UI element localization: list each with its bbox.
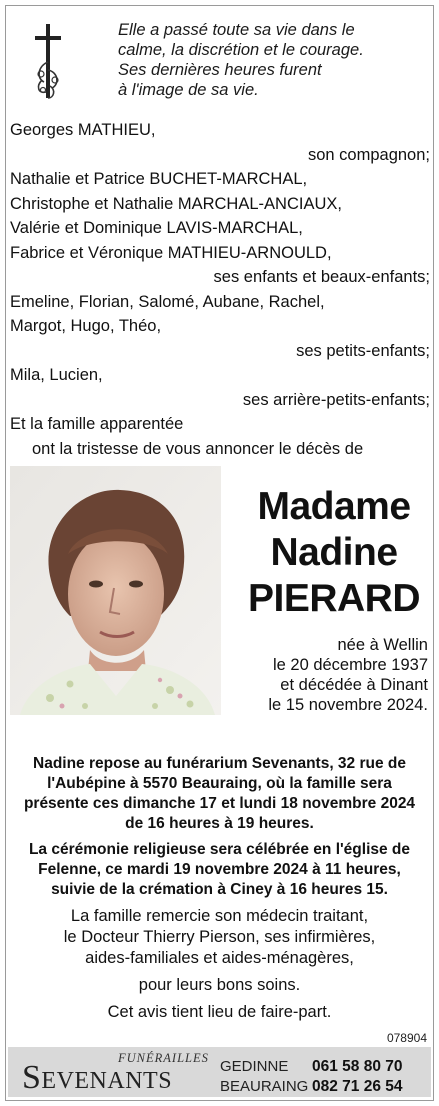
info-line: La cérémonie religieuse sera célébrée en l'église de xyxy=(28,841,411,858)
funeral-home-logo: Sevenants xyxy=(22,1059,173,1096)
phone-gedinne[interactable]: 061 58 80 70 xyxy=(312,1058,403,1075)
notice-line xyxy=(8,1002,431,1023)
visitation-paragraph xyxy=(8,754,431,834)
date-line: le 20 décembre 1937 xyxy=(272,656,428,674)
family-line: Valérie et Dominique LAVIS-MARCHAL, xyxy=(10,219,303,237)
announcement-line: ont la tristesse de vous annoncer le décès de xyxy=(32,439,364,458)
info-line: pour leurs bons soins. xyxy=(138,976,301,994)
thanks-paragraph xyxy=(8,906,431,969)
deceased-last-name: PIERARD xyxy=(247,577,421,620)
family-role: son compagnon; xyxy=(307,145,430,164)
family-list xyxy=(10,118,430,461)
deceased-title: Madame xyxy=(257,485,411,528)
town-gedinne: GEDINNE xyxy=(220,1058,289,1075)
family-line: Christophe et Nathalie MARCHAL-ANCIAUX, xyxy=(10,194,342,213)
info-line: Nadine repose au funérarium Sevenants, 32 rue de xyxy=(33,755,406,772)
family-line: Georges MATHIEU, xyxy=(10,121,156,139)
info-line: Cet avis tient lieu de faire-part. xyxy=(107,1003,332,1021)
ceremony-paragraph xyxy=(8,840,431,900)
family-line: Margot, Hugo, Théo, xyxy=(10,317,162,335)
date-line: et décédée à Dinant xyxy=(280,676,428,694)
deceased-first-name: Nadine xyxy=(270,531,398,574)
phone-list xyxy=(312,1057,403,1097)
quote-line: Ses dernières heures furent xyxy=(118,61,322,79)
info-line: Felenne, ce mardi 19 novembre 2024 à 11 heures, xyxy=(38,861,401,878)
info-line: l'Aubépine à 5570 Beauraing, où la famille sera xyxy=(47,775,392,792)
family-line: Emeline, Florian, Salomé, Aubane, Rachel, xyxy=(10,292,325,311)
family-role: ses enfants et beaux-enfants; xyxy=(213,268,430,286)
birth-death-dates xyxy=(236,635,428,715)
cross-icon xyxy=(28,22,68,104)
family-line: Nathalie et Patrice BUCHET-MARCHAL, xyxy=(10,170,308,188)
town-beauraing: BEAURAING xyxy=(220,1078,309,1095)
quote-line: à l'image de sa vie. xyxy=(118,81,259,99)
info-line: La famille remercie son médecin traitant, xyxy=(70,907,369,925)
logo-subtitle: FUNÉRAILLES xyxy=(118,1051,209,1065)
info-line: le Docteur Thierry Pierson, ses infirmières, xyxy=(63,928,376,946)
portrait-photo xyxy=(10,466,221,715)
info-line: présente ces dimanche 17 et lundi 18 novembre 2024 xyxy=(23,795,416,812)
quote-line: calme, la discrétion et le courage. xyxy=(118,41,364,59)
phone-beauraing[interactable]: 082 71 26 54 xyxy=(312,1078,403,1095)
town-list xyxy=(220,1057,308,1097)
family-role: ses arrière-petits-enfants; xyxy=(242,390,430,409)
info-line: aides-familiales et aides-ménagères, xyxy=(85,949,354,967)
funeral-home-footer xyxy=(8,1047,431,1097)
care-line xyxy=(8,975,431,996)
family-line: Et la famille apparentée xyxy=(10,415,184,433)
reference-number: 078904 xyxy=(386,1031,427,1045)
funeral-info xyxy=(8,754,431,1029)
family-line: Fabrice et Véronique MATHIEU-ARNOULD, xyxy=(10,243,332,262)
info-line: suivie de la crémation à Ciney à 16 heures 15. xyxy=(51,881,388,898)
deceased-name xyxy=(236,484,432,622)
quote-line: Elle a passé toute sa vie dans le xyxy=(118,21,355,39)
date-line: le 15 novembre 2024. xyxy=(268,696,428,714)
epitaph-quote xyxy=(118,20,418,100)
info-line: de 16 heures à 19 heures. xyxy=(125,815,314,832)
family-line: Mila, Lucien, xyxy=(10,366,103,384)
date-line: née à Wellin xyxy=(337,636,428,654)
family-role: ses petits-enfants; xyxy=(296,341,430,360)
